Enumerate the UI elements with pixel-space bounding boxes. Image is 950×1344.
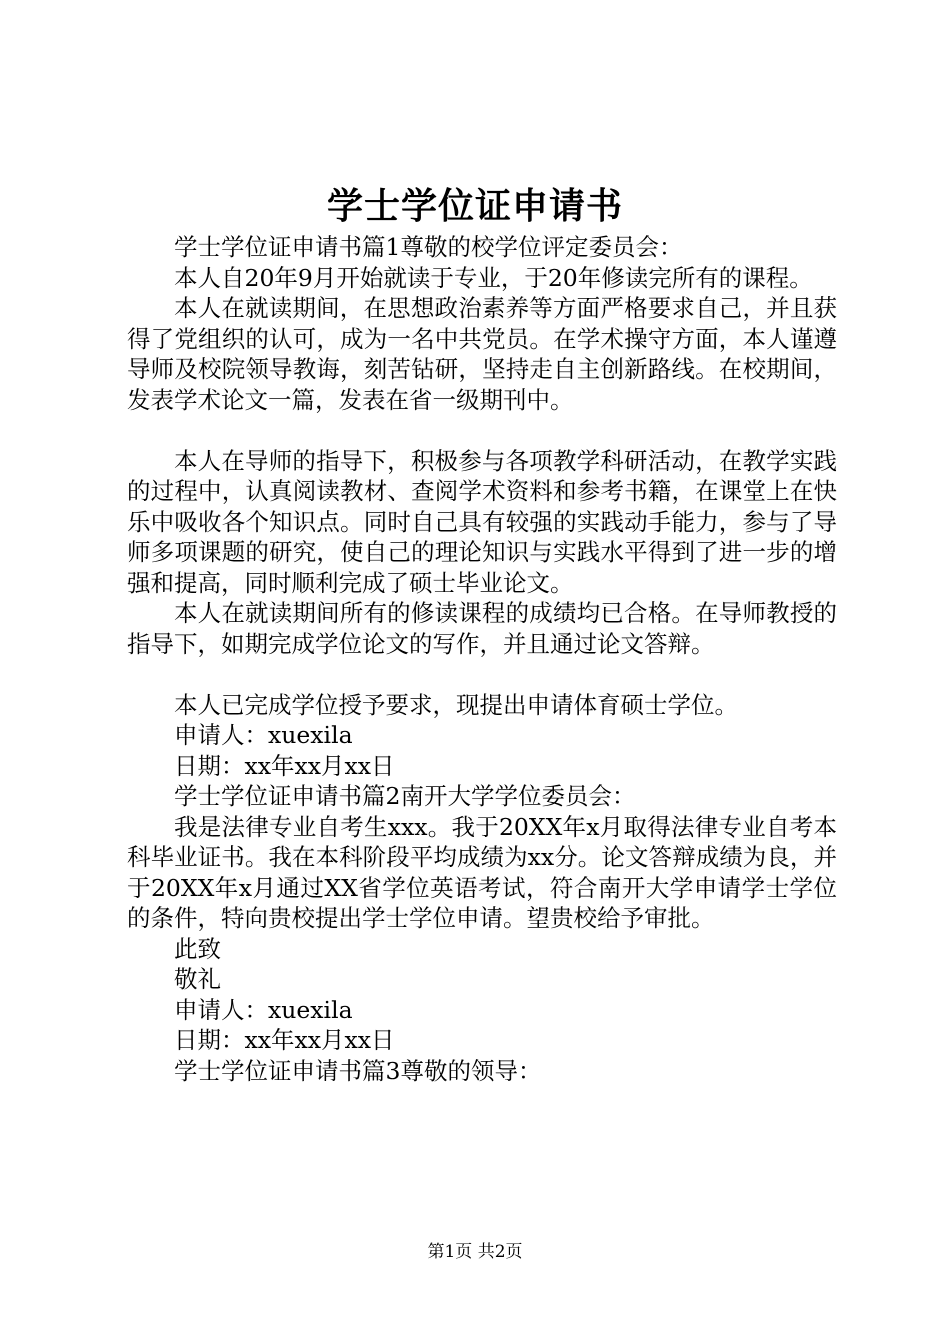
paragraph: 本人自20年9月开始就读于专业，于20年修读完所有的课程。 (174, 263, 813, 292)
signature-line: 申请人：xuexila (174, 995, 353, 1024)
closing-line: 此致 (174, 934, 221, 963)
document-title: 学士学位证申请书 (326, 185, 623, 227)
document-body (127, 232, 837, 1086)
page-footer: 第1页 共2页 (427, 1242, 523, 1262)
date-line: 日期：xx年xx月xx日 (174, 751, 395, 780)
paragraph: 本人在就读期间所有的修读课程的成绩均已合格。在导师教授的指导下，如期完成学位论文的写作，并且通过论文答辩。 (127, 599, 837, 658)
signature-line: 申请人：xuexila (174, 721, 353, 749)
closing-line: 敬礼 (174, 965, 221, 993)
section-heading: 学士学位证申请书篇3尊敬的领导： (174, 1056, 542, 1085)
paragraph: 本人在就读期间，在思想政治素养等方面严格要求自己，并且获得了党组织的认可，成为一名中共党员。在学术操守方面，本人谨遵导师及校院领导教诲，刻苦钻研，坚持走自主创新路线。在校期间，发表学术论文一篇，发表在省一级期刊中。 (127, 294, 837, 414)
paragraph: 本人在导师的指导下，积极参与各项教学科研活动，在教学实践的过程中，认真阅读教材、查阅学术资料和参考书籍，在课堂上在快乐中吸收各个知识点。同时自己具有较强的实践动手能力，参与了导师多项课题的研究，使自己的理论知识与实践水平得到了进一步的增强和提高，同时顺利完成了硕士毕业论文。 (127, 446, 837, 597)
date-line: 日期：xx年xx月xx日 (174, 1026, 395, 1054)
paragraph: 学士学位证申请书篇1尊敬的校学位评定委员会： (174, 233, 683, 261)
section-heading: 学士学位证申请书篇2南开大学学位委员会： (174, 782, 636, 810)
paragraph: 我是法律专业自考生xxx。我于20XX年x月取得法律专业自考本科毕业证书。我在本科阶段平均成绩为xx分。论文答辩成绩为良，并于20XX年x月通过XX省学位英语考试，符合南开大学申请学士学位的条件，特向贵校提出学士学位申请。望贵校给予审批。 (127, 812, 837, 932)
paragraph: 本人已完成学位授予要求，现提出申请体育硕士学位。 (174, 690, 738, 719)
